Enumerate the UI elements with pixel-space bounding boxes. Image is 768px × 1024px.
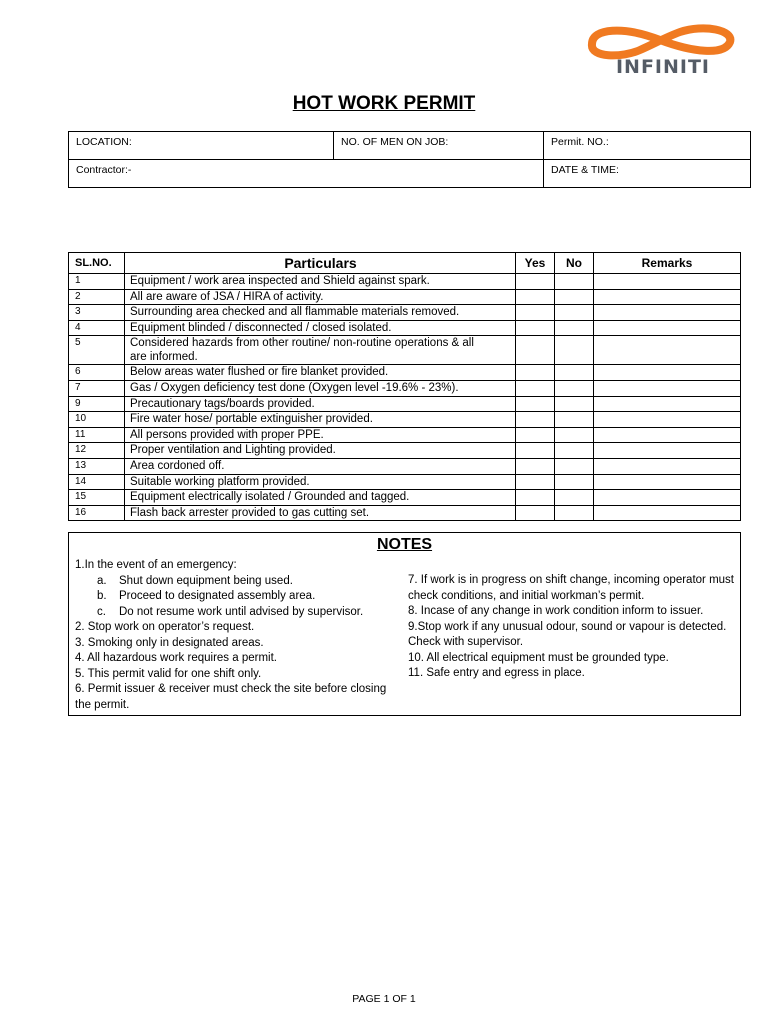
checklist-table [68, 252, 741, 521]
no-cell[interactable] [555, 380, 594, 396]
note-11: 11. Safe entry and egress in place. [408, 667, 585, 679]
remarks-cell[interactable] [594, 380, 741, 396]
yes-cell[interactable] [516, 412, 555, 428]
row-particular: Equipment / work area inspected and Shield against spark. [125, 274, 516, 290]
page-title: HOT WORK PERMIT [292, 93, 476, 114]
note-9: 9.Stop work if any unusual odour, sound or vapour is detected. Check with supervisor. [408, 620, 727, 648]
remarks-cell[interactable] [594, 427, 741, 443]
note-2: 2. Stop work on operator’s request. [75, 621, 255, 633]
table-row [69, 443, 741, 459]
no-cell[interactable] [555, 320, 594, 336]
yes-cell[interactable] [516, 474, 555, 490]
table-row [69, 380, 741, 396]
row-number: 1 [69, 274, 125, 290]
remarks-cell[interactable] [594, 365, 741, 381]
row-number: 15 [69, 490, 125, 506]
yes-cell[interactable] [516, 490, 555, 506]
row-particular: All are aware of JSA / HIRA of activity. [125, 289, 516, 305]
table-row [69, 289, 741, 305]
logo-wordmark: INFINITI [615, 56, 711, 78]
note-10: 10. All electrical equipment must be grounded type. [408, 651, 669, 664]
col-no-header: No [555, 253, 594, 274]
table-row [69, 305, 741, 321]
table-row [69, 336, 741, 365]
row-number: 6 [69, 365, 125, 381]
no-cell[interactable] [555, 274, 594, 290]
checklist-header [69, 253, 741, 274]
remarks-cell[interactable] [594, 336, 741, 365]
table-row [69, 505, 741, 521]
yes-cell[interactable] [516, 336, 555, 365]
company-logo [584, 22, 736, 80]
notes-left-column [75, 558, 395, 713]
row-particular: Area cordoned off. [125, 458, 516, 474]
yes-cell[interactable] [516, 380, 555, 396]
location-field[interactable]: LOCATION: [69, 132, 334, 160]
remarks-cell[interactable] [594, 490, 741, 506]
row-particular: Considered hazards from other routine/ non-routine operations & all are informed. [125, 336, 516, 365]
no-cell[interactable] [555, 443, 594, 459]
table-row [69, 396, 741, 412]
no-cell[interactable] [555, 336, 594, 365]
table-row [69, 490, 741, 506]
row-number: 5 [69, 336, 125, 365]
row-particular: Precautionary tags/boards provided. [125, 396, 516, 412]
row-particular: Flash back arrester provided to gas cutting set. [125, 505, 516, 521]
men-on-job-field[interactable]: NO. OF MEN ON JOB: [334, 132, 544, 160]
remarks-cell[interactable] [594, 412, 741, 428]
yes-cell[interactable] [516, 365, 555, 381]
col-remarks-header: Remarks [594, 253, 741, 274]
note-1: 1.In the event of an emergency: [75, 559, 237, 571]
row-particular: Surrounding area checked and all flammable materials removed. [125, 305, 516, 321]
row-particular: All persons provided with proper PPE. [125, 427, 516, 443]
remarks-cell[interactable] [594, 443, 741, 459]
notes-right-column [408, 573, 734, 682]
col-particulars-header: Particulars [125, 253, 516, 274]
no-cell[interactable] [555, 474, 594, 490]
no-cell[interactable] [555, 458, 594, 474]
table-row [69, 427, 741, 443]
contractor-field[interactable]: Contractor:- [69, 160, 544, 188]
no-cell[interactable] [555, 289, 594, 305]
row-particular: Equipment blinded / disconnected / closed isolated. [125, 320, 516, 336]
row-number: 2 [69, 289, 125, 305]
row-particular: Fire water hose/ portable extinguisher provided. [125, 412, 516, 428]
note-1c: c. Do not resume work until advised by supervisor. [97, 605, 364, 618]
table-row [69, 458, 741, 474]
page-footer: PAGE 1 OF 1 [352, 993, 416, 1005]
remarks-cell[interactable] [594, 320, 741, 336]
row-number: 4 [69, 320, 125, 336]
no-cell[interactable] [555, 505, 594, 521]
row-number: 11 [69, 427, 125, 443]
table-row [69, 320, 741, 336]
yes-cell[interactable] [516, 427, 555, 443]
yes-cell[interactable] [516, 320, 555, 336]
yes-cell[interactable] [516, 274, 555, 290]
table-row [69, 474, 741, 490]
row-number: 13 [69, 458, 125, 474]
permit-number-field[interactable]: Permit. NO.: [544, 132, 751, 160]
notes-title: NOTES [376, 536, 433, 553]
row-number: 10 [69, 412, 125, 428]
no-cell[interactable] [555, 412, 594, 428]
table-row [69, 274, 741, 290]
notes-box [68, 532, 741, 716]
yes-cell[interactable] [516, 289, 555, 305]
row-number: 14 [69, 474, 125, 490]
note-3: 3. Smoking only in designated areas. [75, 636, 264, 649]
yes-cell[interactable] [516, 443, 555, 459]
remarks-cell[interactable] [594, 305, 741, 321]
note-5: 5. This permit valid for one shift only. [75, 667, 262, 680]
no-cell[interactable] [555, 396, 594, 412]
yes-cell[interactable] [516, 458, 555, 474]
note-8: 8. Incase of any change in work condition inform to issuer. [408, 605, 704, 617]
col-sl-header: SL.NO. [69, 253, 125, 274]
row-particular: Proper ventilation and Lighting provided. [125, 443, 516, 459]
yes-cell[interactable] [516, 305, 555, 321]
row-particular: Gas / Oxygen deficiency test done (Oxygen level -19.6% - 23%). [125, 380, 516, 396]
row-number: 16 [69, 505, 125, 521]
col-yes-header: Yes [516, 253, 555, 274]
table-row [69, 412, 741, 428]
row-number: 3 [69, 305, 125, 321]
note-1b: b. Proceed to designated assembly area. [97, 590, 316, 602]
row-particular: Equipment electrically isolated / Grounded and tagged. [125, 490, 516, 506]
row-particular: Suitable working platform provided. [125, 474, 516, 490]
row-number: 12 [69, 443, 125, 459]
no-cell[interactable] [555, 427, 594, 443]
remarks-cell[interactable] [594, 396, 741, 412]
table-row [69, 365, 741, 381]
date-time-field[interactable]: DATE & TIME: [544, 160, 751, 188]
no-cell[interactable] [555, 490, 594, 506]
remarks-cell[interactable] [594, 274, 741, 290]
no-cell[interactable] [555, 365, 594, 381]
remarks-cell[interactable] [594, 474, 741, 490]
yes-cell[interactable] [516, 505, 555, 521]
row-particular: Below areas water flushed or fire blanket provided. [125, 365, 516, 381]
remarks-cell[interactable] [594, 289, 741, 305]
note-4: 4. All hazardous work requires a permit. [75, 652, 277, 664]
row-number: 7 [69, 380, 125, 396]
note-1a: a. Shut down equipment being used. [97, 574, 293, 587]
note-6: 6. Permit issuer & receiver must check the site before closing the permit. [75, 683, 387, 711]
note-7: 7. If work is in progress on shift change, incoming operator must check conditions, and initial workman’s permit. [408, 574, 734, 602]
permit-info-table [68, 131, 751, 188]
no-cell[interactable] [555, 305, 594, 321]
remarks-cell[interactable] [594, 458, 741, 474]
row-number: 9 [69, 396, 125, 412]
remarks-cell[interactable] [594, 505, 741, 521]
yes-cell[interactable] [516, 396, 555, 412]
